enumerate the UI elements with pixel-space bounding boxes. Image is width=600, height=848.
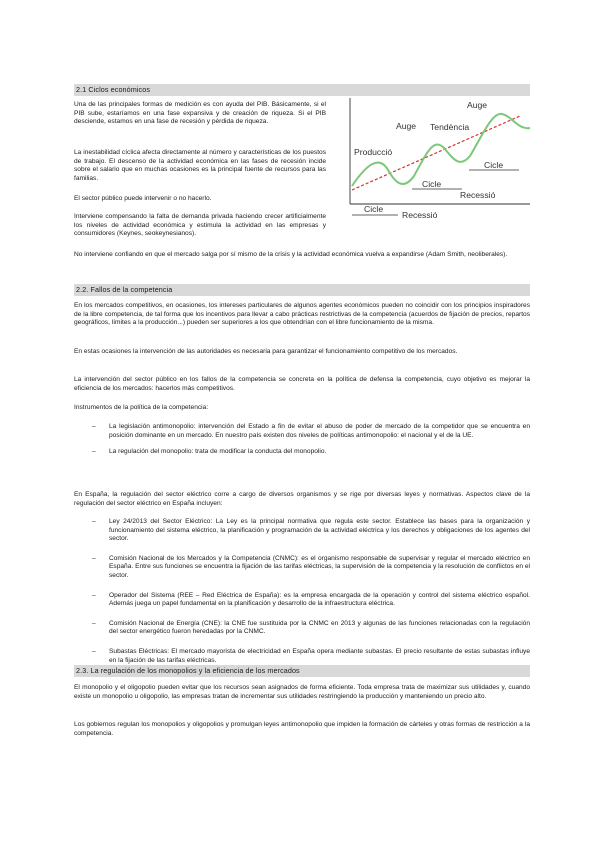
list-item: – Operador del Sistema (REE – Red Eléctrica de España): es la empresa encargada de la operación y control del sistema eléctrico español. Además juega un papel fundamental en la planificación y desarrollo de la infraestructura eléctrica.: [92, 591, 530, 608]
paragraph-monopolio: El monopolio y el oligopolio pueden evitar que los recursos sean asignados de forma eficiente. Toda empresa trata de maximizar sus utilidades y, cuando existe un monopolio u oligopolio, las empresas tratan de incrementar sus utilidades restringiendo la producción y manteniendo un precio alto.: [74, 684, 530, 700]
label-recessio: Recessió: [460, 190, 496, 200]
label-cicle: Cicle: [422, 179, 442, 189]
section-title-fallos: 2.2. Fallos de la competencia: [74, 284, 530, 296]
list-instrumentos: [92, 423, 530, 464]
paragraph-sector-publico-competencia: La intervención del sector público en los fallos de la competencia se concreta en la política de defensa la competencia, cuyo objetivo es mejorar la eficiencia de los mercados: hacerlos más competitivos.: [74, 376, 530, 392]
label-auge: Auge: [396, 121, 417, 131]
paragraph-gobiernos: Los gobiernos regulan los monopolios y oligopolios y promulgan leyes antimonopolio que impiden la formación de cárteles y otras formas de restricción a la competencia.: [74, 721, 530, 737]
economic-cycle-diagram: [342, 98, 532, 218]
paragraph-intervencion: En estas ocasiones la intervención de las autoridades es necesaria para garantizar el funcionamiento competitivo de los mercados.: [74, 348, 458, 355]
paragraph-espana: En España, la regulación del sector eléctrico corre a cargo de diversos organismos y se rige por diversas leyes y normativas. Aspectos clave de la regulación del sector eléctrico en España incluyen:: [74, 491, 530, 507]
label-auge: Auge: [467, 100, 488, 110]
label-recessio: Recessió: [402, 210, 438, 218]
paragraph-inestabilidad: La inestabilidad cíclica afecta directamente al número y características de los puestos de trabajo. El descenso de la actividad económica en las fases de recesión incide sobre el salario que en muchas ocasiones es la principal fuente de recursos para las familias.: [74, 149, 326, 182]
paragraph-instrumentos: Instrumentos de la política de la competencia:: [74, 404, 209, 411]
list-item: – Subastas Eléctricas: El mercado mayorista de electricidad en España opera mediante subastas. El precio resultante de estas subastas influye en la fijación de las tarifas eléctricas.: [92, 647, 530, 664]
section-title-ciclos: 2.1 Ciclos económicos: [74, 84, 530, 96]
paragraph-sector-publico: El sector público puede intervenir o no hacerlo.: [74, 195, 212, 202]
label-cicle: Cicle: [364, 204, 384, 214]
list-item: – Ley 24/2013 del Sector Eléctrico: La Ley es la principal normativa que regula este sector. Establece las bases para la organización y funcionamiento del sistema eléctrico, la planificación y programación de la actividad eléctrica y los derechos y obligaciones de los agentes del sector.: [92, 518, 530, 543]
label-produccio: Producció: [354, 147, 393, 157]
list-item: – Comisión Nacional de Energía (CNE): la CNE fue sustituida por la CNMC en 2013 y algunas de las funciones relacionadas con la regulación del sector energético fueron heredadas por la CNMC.: [92, 619, 530, 636]
list-item: – Comisión Nacional de los Mercados y la Competencia (CNMC): es el organismo responsable de supervisar y regular el mercado eléctrico en España. Entre sus funciones se encuentra la fijación de las tarifas eléctricas, la supervisión de la competencia y la resolución de conflictos en el sector.: [92, 554, 530, 579]
paragraph-no-interviene: No interviene confiando en que el mercado salga por sí mismo de la crisis y la actividad económica vuelva a expandirse (Adam Smith, neoliberales).: [74, 251, 508, 258]
list-regulacion-electrica: [92, 518, 530, 665]
paragraph-interviene: Interviene compensando la falta de demanda privada haciendo crecer artificialmente los niveles de actividad económica y estimula la actividad en las empresas y consumidores (Keynes, seokeynesianos).: [74, 213, 326, 238]
paragraph-mercados-competitivos: En los mercados competitivos, en ocasiones, los intereses particulares de algunos agentes económicos pueden no coincidir con los principios inspiradores de la libre competencia, de tal forma que los incentivos para llevar a cabo prácticas restrictivas de la competencia (acuerdos de fijación de precios, repartos geográficos, límites a la producción...) pueden ser superiores a los que obtendrían con el libre funcionamiento de la misma.: [74, 302, 530, 327]
label-cicle: Cicle: [484, 160, 504, 170]
list-item: – La regulación del monopolio: trata de modificar la conducta del monopolio.: [92, 447, 327, 455]
label-tendencia: Tendència: [430, 122, 470, 132]
section-title-monopolios: 2.3. La regulación de los monopolios y la eficiencia de los mercados: [74, 665, 530, 677]
paragraph-pib: Una de las principales formas de medición es con ayuda del PIB. Básicamente, si el PIB sube, estaríamos en una fase expansiva y de creación de riqueza. Si el PIB desciende, estamos en una fase de recesión y pérdida de riqueza.: [74, 101, 326, 126]
list-item: – La legislación antimonopolio: intervención del Estado a fin de evitar el abuso de poder de mercado de la competidor que se encuentra en posición dominante en un mercado. En nuestro país existen dos niveles de políticas antimonopolio: el nacional y el de la UE.: [92, 423, 530, 439]
